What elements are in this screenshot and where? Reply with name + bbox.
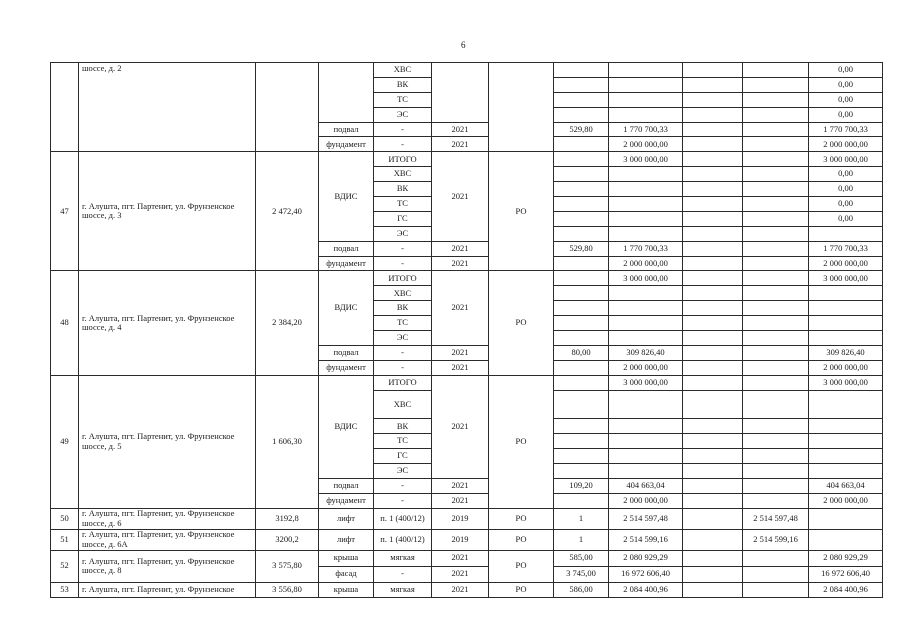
cell-cost (609, 301, 683, 316)
cell-quantity (554, 167, 609, 182)
cell-col11 (743, 345, 809, 360)
cell-col10 (683, 390, 743, 419)
cell-area: 2 384,20 (256, 271, 319, 375)
cell-col10 (683, 241, 743, 256)
cell-col11: 2 514 597,48 (743, 508, 809, 529)
cell-col10 (683, 301, 743, 316)
cell-quantity: 529,80 (554, 241, 609, 256)
cell-work: подвал (319, 345, 374, 360)
cell-total: 0,00 (809, 211, 883, 226)
cell-quantity: 586,00 (554, 582, 609, 597)
cell-element: - (374, 478, 432, 493)
cell-col11 (743, 434, 809, 449)
cell-total: 2 000 000,00 (809, 256, 883, 271)
cell-col11 (743, 449, 809, 464)
repair-program-table (50, 62, 883, 598)
cell-ro: РО (489, 508, 554, 529)
cell-quantity (554, 107, 609, 122)
cell-total: 0,00 (809, 167, 883, 182)
cell-col10 (683, 197, 743, 212)
cell-quantity (554, 375, 609, 390)
cell-col10 (683, 271, 743, 286)
cell-work: ВДИС (319, 375, 374, 478)
cell-quantity (554, 449, 609, 464)
cell-work: крыша (319, 582, 374, 597)
cell-work: фундамент (319, 137, 374, 152)
cell-year: 2021 (432, 478, 489, 493)
cell-quantity (554, 137, 609, 152)
cell-element: ЭС (374, 464, 432, 479)
cell-year: 2021 (432, 582, 489, 597)
cell-col10 (683, 256, 743, 271)
cell-total: 0,00 (809, 197, 883, 212)
cell-address: г. Алушта, пгт. Партенит, ул. Фрунзенское шоссе, д. 4 (79, 271, 256, 375)
cell-ro: РО (489, 582, 554, 597)
cell-element: ХВС (374, 167, 432, 182)
cell-total: 3 000 000,00 (809, 271, 883, 286)
cell-total: 3 000 000,00 (809, 152, 883, 167)
cell-col11 (743, 582, 809, 597)
cell-work: лифт (319, 529, 374, 550)
cell-total (809, 226, 883, 241)
cell-cost (609, 331, 683, 346)
cell-col11 (743, 92, 809, 107)
cell-cost: 3 000 000,00 (609, 375, 683, 390)
cell-col11 (743, 286, 809, 301)
cell-col11 (743, 301, 809, 316)
cell-total (809, 449, 883, 464)
cell-year: 2021 (432, 566, 489, 582)
cell-total: 1 770 700,33 (809, 241, 883, 256)
cell-col11 (743, 493, 809, 508)
cell-work: подвал (319, 241, 374, 256)
cell-cost: 2 000 000,00 (609, 137, 683, 152)
cell-cost (609, 419, 683, 434)
cell-col10 (683, 478, 743, 493)
cell-number: 53 (51, 582, 79, 597)
cell-col10 (683, 167, 743, 182)
cell-quantity (554, 301, 609, 316)
cell-quantity (554, 63, 609, 78)
cell-quantity: 3 745,00 (554, 566, 609, 582)
table-row (51, 582, 883, 597)
cell-total (809, 434, 883, 449)
cell-work: фундамент (319, 493, 374, 508)
cell-year: 2021 (432, 122, 489, 137)
cell-element: ЭС (374, 331, 432, 346)
cell-total: 0,00 (809, 77, 883, 92)
cell-area: 3 556,80 (256, 582, 319, 597)
cell-col11 (743, 197, 809, 212)
cell-col11 (743, 107, 809, 122)
cell-cost (609, 316, 683, 331)
cell-col11 (743, 419, 809, 434)
cell-cost: 309 826,40 (609, 345, 683, 360)
cell-col11 (743, 464, 809, 479)
cell-cost: 3 000 000,00 (609, 271, 683, 286)
cell-element: мягкая (374, 550, 432, 566)
cell-col10 (683, 493, 743, 508)
cell-element: ЭС (374, 226, 432, 241)
cell-quantity (554, 390, 609, 419)
cell-year: 2021 (432, 256, 489, 271)
cell-work: фасад (319, 566, 374, 582)
cell-area: 3 575,80 (256, 550, 319, 582)
cell-element: ГС (374, 449, 432, 464)
cell-year: 2021 (432, 152, 489, 241)
cell-quantity: 529,80 (554, 122, 609, 137)
cell-number (51, 63, 79, 152)
cell-element: - (374, 360, 432, 375)
cell-total: 0,00 (809, 107, 883, 122)
cell-total (809, 390, 883, 419)
cell-cost (609, 286, 683, 301)
cell-ro: РО (489, 375, 554, 508)
cell-col11 (743, 256, 809, 271)
cell-element: мягкая (374, 582, 432, 597)
cell-element: ТС (374, 197, 432, 212)
cell-col10 (683, 316, 743, 331)
cell-cost: 16 972 606,40 (609, 566, 683, 582)
cell-element: ХВС (374, 390, 432, 419)
cell-col10 (683, 92, 743, 107)
cell-col11 (743, 211, 809, 226)
cell-number: 50 (51, 508, 79, 529)
cell-cost (609, 92, 683, 107)
cell-quantity (554, 197, 609, 212)
cell-cost (609, 211, 683, 226)
cell-col10 (683, 226, 743, 241)
cell-quantity: 1 (554, 529, 609, 550)
cell-total (809, 419, 883, 434)
cell-cost (609, 434, 683, 449)
cell-col10 (683, 449, 743, 464)
cell-total: 2 000 000,00 (809, 493, 883, 508)
cell-cost (609, 63, 683, 78)
cell-total: 2 084 400,96 (809, 582, 883, 597)
cell-address: г. Алушта, пгт. Партенит, ул. Фрунзенское (79, 582, 256, 597)
cell-cost (609, 107, 683, 122)
cell-address: г. Алушта, пгт. Партенит, ул. Фрунзенское шоссе, д. 3 (79, 152, 256, 271)
cell-element: ИТОГО (374, 152, 432, 167)
cell-col10 (683, 152, 743, 167)
cell-total (809, 331, 883, 346)
cell-element: ХВС (374, 63, 432, 78)
cell-cost (609, 77, 683, 92)
cell-quantity (554, 434, 609, 449)
cell-area: 3200,2 (256, 529, 319, 550)
cell-col11 (743, 316, 809, 331)
cell-ro: РО (489, 152, 554, 271)
cell-quantity: 80,00 (554, 345, 609, 360)
cell-area: 3192,8 (256, 508, 319, 529)
cell-total: 404 663,04 (809, 478, 883, 493)
page-number: 6 (461, 40, 466, 50)
cell-col10 (683, 375, 743, 390)
cell-ro: РО (489, 550, 554, 582)
cell-area (256, 63, 319, 152)
cell-year: 2021 (432, 375, 489, 478)
cell-work: крыша (319, 550, 374, 566)
cell-work: фундамент (319, 360, 374, 375)
table-row (51, 529, 883, 550)
cell-work: лифт (319, 508, 374, 529)
cell-address: г. Алушта, пгт. Партенит, ул. Фрунзенское шоссе, д. 8 (79, 550, 256, 582)
cell-col11 (743, 241, 809, 256)
cell-col10 (683, 550, 743, 566)
cell-col10 (683, 331, 743, 346)
table-row (51, 63, 883, 78)
cell-col10 (683, 582, 743, 597)
cell-col11 (743, 122, 809, 137)
cell-element: ТС (374, 92, 432, 107)
cell-quantity (554, 211, 609, 226)
cell-total (809, 529, 883, 550)
cell-col11 (743, 182, 809, 197)
cell-element: ГС (374, 211, 432, 226)
cell-cost (609, 197, 683, 212)
cell-element: ВК (374, 182, 432, 197)
cell-col11 (743, 137, 809, 152)
cell-quantity (554, 493, 609, 508)
cell-col10 (683, 63, 743, 78)
cell-work: подвал (319, 122, 374, 137)
cell-col10 (683, 419, 743, 434)
cell-element: ИТОГО (374, 271, 432, 286)
cell-col11 (743, 77, 809, 92)
cell-element: - (374, 493, 432, 508)
cell-element: ТС (374, 316, 432, 331)
cell-cost (609, 167, 683, 182)
cell-col10 (683, 360, 743, 375)
cell-quantity (554, 419, 609, 434)
cell-area: 1 606,30 (256, 375, 319, 508)
cell-col11 (743, 226, 809, 241)
cell-work: подвал (319, 478, 374, 493)
cell-address: г. Алушта, пгт. Партенит, ул. Фрунзенское шоссе, д. 6А (79, 529, 256, 550)
cell-address: шоссе, д. 2 (79, 63, 256, 152)
cell-quantity: 109,20 (554, 478, 609, 493)
cell-total: 3 000 000,00 (809, 375, 883, 390)
cell-element: - (374, 241, 432, 256)
cell-cost: 2 000 000,00 (609, 360, 683, 375)
cell-element: ЭС (374, 107, 432, 122)
cell-year: 2021 (432, 345, 489, 360)
cell-total: 1 770 700,33 (809, 122, 883, 137)
cell-total (809, 286, 883, 301)
cell-element: - (374, 122, 432, 137)
cell-col11 (743, 390, 809, 419)
cell-cost: 2 000 000,00 (609, 493, 683, 508)
cell-element: ВК (374, 77, 432, 92)
cell-area: 2 472,40 (256, 152, 319, 271)
cell-cost (609, 182, 683, 197)
cell-col10 (683, 345, 743, 360)
cell-ro: РО (489, 529, 554, 550)
cell-quantity (554, 77, 609, 92)
cell-total: 0,00 (809, 182, 883, 197)
cell-col10 (683, 211, 743, 226)
cell-quantity: 1 (554, 508, 609, 529)
cell-col10 (683, 286, 743, 301)
cell-quantity (554, 92, 609, 107)
cell-quantity (554, 226, 609, 241)
cell-cost: 2 084 400,96 (609, 582, 683, 597)
cell-total (809, 301, 883, 316)
cell-cost: 2 080 929,29 (609, 550, 683, 566)
cell-work: фундамент (319, 256, 374, 271)
cell-element: п. 1 (400/12) (374, 529, 432, 550)
cell-address: г. Алушта, пгт. Партенит, ул. Фрунзенское шоссе, д. 6 (79, 508, 256, 529)
cell-col11: 2 514 599,16 (743, 529, 809, 550)
cell-col11 (743, 167, 809, 182)
cell-total: 309 826,40 (809, 345, 883, 360)
cell-year: 2019 (432, 529, 489, 550)
cell-total: 0,00 (809, 63, 883, 78)
cell-cost: 2 514 597,48 (609, 508, 683, 529)
cell-element: ВК (374, 419, 432, 434)
cell-quantity (554, 331, 609, 346)
cell-element: ТС (374, 434, 432, 449)
cell-quantity (554, 256, 609, 271)
cell-quantity (554, 464, 609, 479)
cell-col11 (743, 478, 809, 493)
cell-element: ХВС (374, 286, 432, 301)
cell-total (809, 464, 883, 479)
cell-total: 2 000 000,00 (809, 360, 883, 375)
cell-quantity (554, 152, 609, 167)
cell-total (809, 316, 883, 331)
cell-col11 (743, 331, 809, 346)
cell-col10 (683, 529, 743, 550)
cell-element: ВК (374, 301, 432, 316)
cell-col11 (743, 271, 809, 286)
cell-ro (489, 63, 554, 152)
cell-col10 (683, 566, 743, 582)
cell-element: - (374, 256, 432, 271)
cell-cost: 1 770 700,33 (609, 241, 683, 256)
cell-quantity (554, 360, 609, 375)
cell-number: 52 (51, 550, 79, 582)
cell-cost (609, 464, 683, 479)
cell-total: 2 000 000,00 (809, 137, 883, 152)
cell-col10 (683, 182, 743, 197)
cell-year: 2021 (432, 360, 489, 375)
cell-year: 2021 (432, 137, 489, 152)
cell-cost: 2 514 599,16 (609, 529, 683, 550)
cell-number: 47 (51, 152, 79, 271)
cell-element: - (374, 137, 432, 152)
cell-col10 (683, 464, 743, 479)
cell-element: ИТОГО (374, 375, 432, 390)
cell-year: 2021 (432, 241, 489, 256)
table-row (51, 152, 883, 167)
cell-work: ВДИС (319, 152, 374, 241)
cell-col11 (743, 550, 809, 566)
cell-col10 (683, 77, 743, 92)
cell-element: п. 1 (400/12) (374, 508, 432, 529)
cell-col10 (683, 508, 743, 529)
cell-year: 2021 (432, 271, 489, 345)
cell-quantity (554, 316, 609, 331)
cell-col11 (743, 566, 809, 582)
table-row (51, 508, 883, 529)
cell-col11 (743, 360, 809, 375)
cell-cost: 2 000 000,00 (609, 256, 683, 271)
cell-quantity (554, 286, 609, 301)
cell-year: 2021 (432, 550, 489, 566)
cell-col10 (683, 107, 743, 122)
cell-total: 16 972 606,40 (809, 566, 883, 582)
table-row (51, 271, 883, 286)
cell-cost: 1 770 700,33 (609, 122, 683, 137)
cell-total: 0,00 (809, 92, 883, 107)
cell-work (319, 63, 374, 123)
cell-work: ВДИС (319, 271, 374, 345)
cell-number: 51 (51, 529, 79, 550)
cell-element: - (374, 345, 432, 360)
cell-col11 (743, 375, 809, 390)
cell-col10 (683, 434, 743, 449)
cell-quantity (554, 271, 609, 286)
cell-cost (609, 390, 683, 419)
cell-col10 (683, 122, 743, 137)
cell-number: 48 (51, 271, 79, 375)
cell-element: - (374, 566, 432, 582)
cell-ro: РО (489, 271, 554, 375)
cell-cost: 404 663,04 (609, 478, 683, 493)
cell-cost: 3 000 000,00 (609, 152, 683, 167)
cell-year: 2019 (432, 508, 489, 529)
cell-total (809, 508, 883, 529)
cell-cost (609, 226, 683, 241)
cell-year: 2021 (432, 493, 489, 508)
cell-col11 (743, 63, 809, 78)
cell-number: 49 (51, 375, 79, 508)
cell-col10 (683, 137, 743, 152)
cell-quantity (554, 182, 609, 197)
table-row (51, 550, 883, 566)
cell-col11 (743, 152, 809, 167)
cell-quantity: 585,00 (554, 550, 609, 566)
table-row (51, 375, 883, 390)
cell-year (432, 63, 489, 123)
cell-cost (609, 449, 683, 464)
cell-address: г. Алушта, пгт. Партенит, ул. Фрунзенское шоссе, д. 5 (79, 375, 256, 508)
cell-total: 2 080 929,29 (809, 550, 883, 566)
